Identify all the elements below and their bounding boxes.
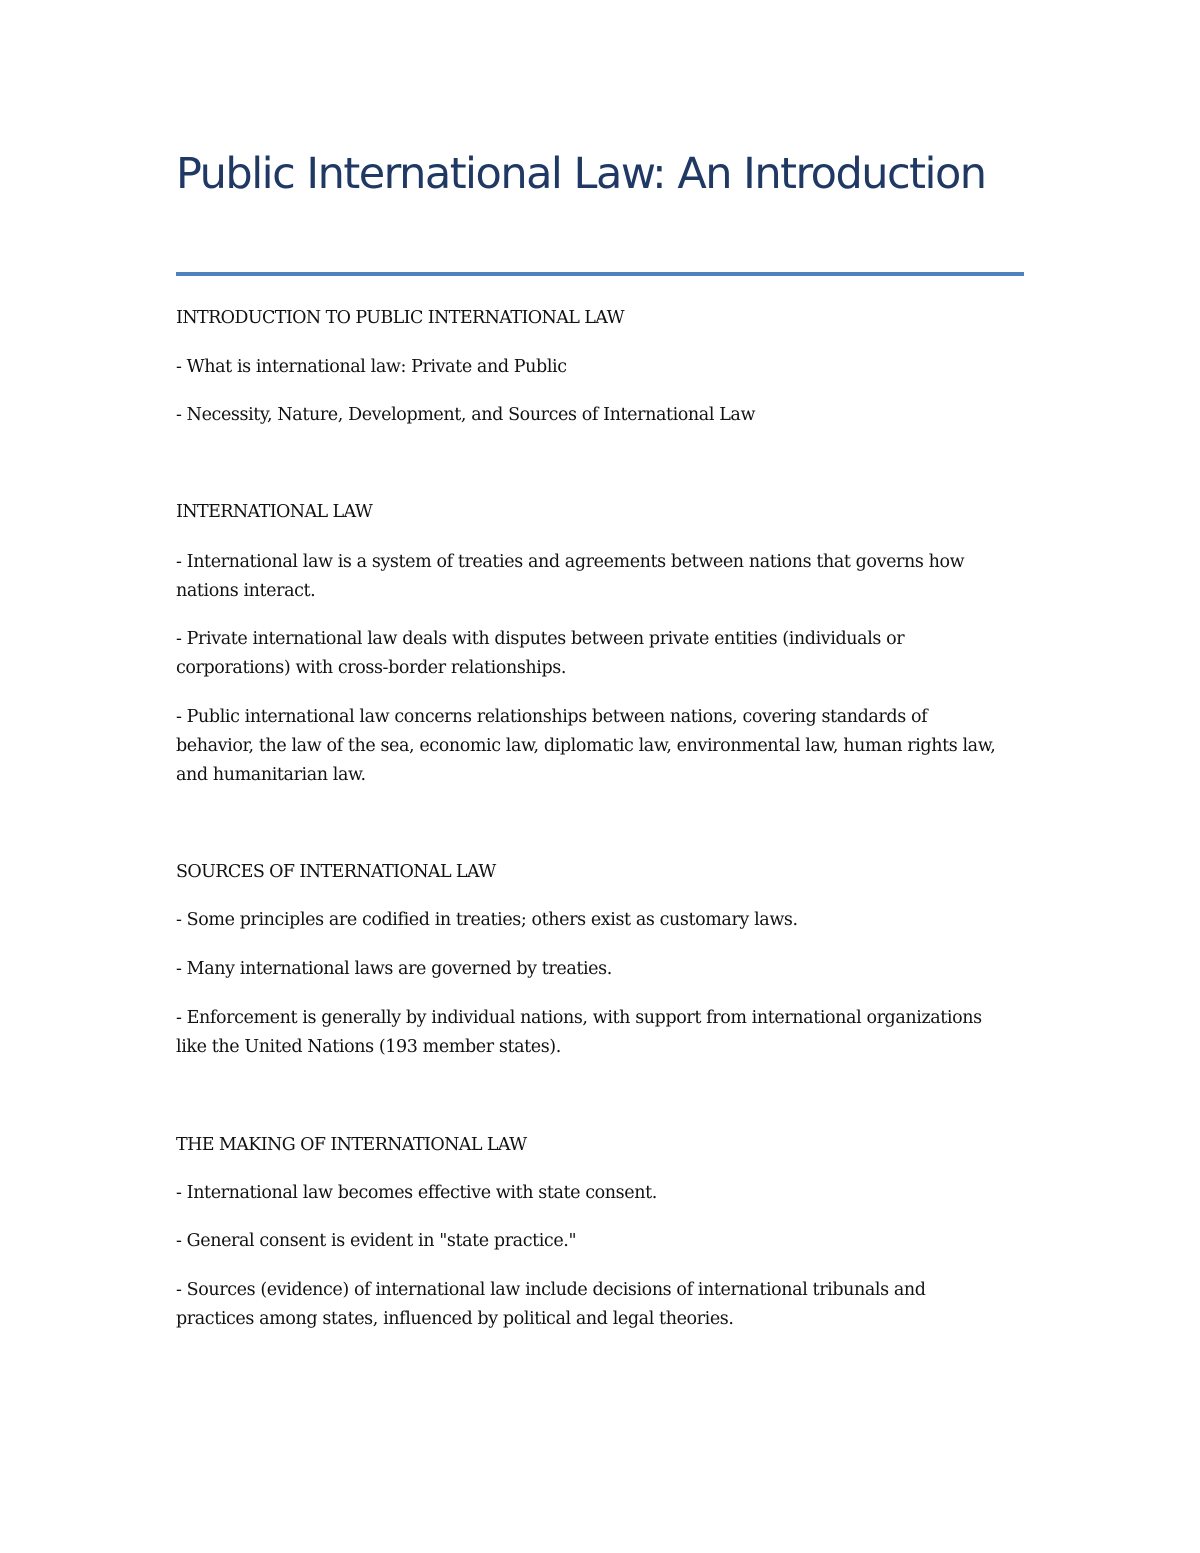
- section-1-paragraph-1: - What is international law: Private and Public: [176, 357, 567, 377]
- section-heading-making: THE MAKING OF INTERNATIONAL LAW: [176, 1135, 527, 1155]
- section-2-paragraph-1: - International law is a system of treaties and agreements between nations that governs how nations interact.: [176, 552, 965, 601]
- section-heading-international-law: INTERNATIONAL LAW: [176, 502, 373, 522]
- section-4-paragraph-3: - Sources (evidence) of international law include decisions of international tribunals and practices among states, influenced by political and legal theories.: [176, 1280, 926, 1329]
- section-3-paragraph-1: - Some principles are codified in treaties; others exist as customary laws.: [176, 910, 798, 930]
- section-3-paragraph-3: - Enforcement is generally by individual nations, with support from international organizations like the United Nations (193 member states).: [176, 1008, 982, 1057]
- document-title: Public International Law: An Introduction: [176, 149, 986, 199]
- section-1-paragraph-2: - Necessity, Nature, Development, and Sources of International Law: [176, 405, 756, 425]
- section-2-paragraph-2: - Private international law deals with disputes between private entities (individuals or corporations) with cross-border relationships.: [176, 629, 905, 678]
- section-heading-sources: SOURCES OF INTERNATIONAL LAW: [176, 862, 496, 882]
- section-2-paragraph-3: - Public international law concerns relationships between nations, covering standards of behavior, the law of the sea, economic law, diplomatic law, environmental law, human rights law, and humanitarian law.: [176, 707, 996, 785]
- section-3-paragraph-2: - Many international laws are governed by treaties.: [176, 959, 612, 979]
- section-4-paragraph-2: - General consent is evident in "state practice.": [176, 1231, 577, 1251]
- title-underline-rule: [176, 272, 1024, 276]
- section-heading-introduction: INTRODUCTION TO PUBLIC INTERNATIONAL LAW: [176, 308, 624, 328]
- section-4-paragraph-1: - International law becomes effective with state consent.: [176, 1183, 657, 1203]
